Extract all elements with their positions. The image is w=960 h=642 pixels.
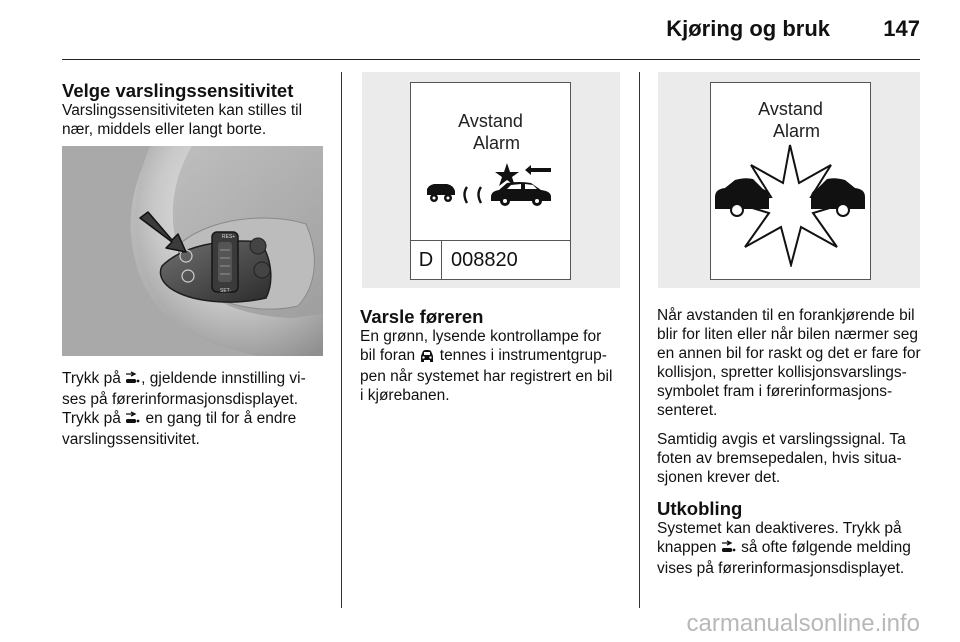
text: tennes i instrumentgrup- <box>435 347 607 364</box>
display-info-bar <box>411 240 570 279</box>
page-number: 147 <box>883 16 920 41</box>
text: blir for liten eller når bilen nærmer seg <box>657 326 919 343</box>
display-text-line-1: Avstand <box>758 99 823 119</box>
text: , gjeldende innstilling vi- <box>141 370 306 387</box>
collision-warning-paragraph <box>657 306 927 420</box>
text: varslingssensitivitet. <box>62 431 200 448</box>
text: i kjørebanen. <box>360 387 450 404</box>
text: vises på førerinformasjonsdisplayet. <box>657 560 905 577</box>
display-id-prefix: D <box>411 241 442 279</box>
text: bil foran <box>360 347 420 364</box>
text: Trykk på <box>62 410 126 427</box>
text: kollisjon, spretter kollisjonsvarslings- <box>657 364 907 381</box>
intro-line: Varslingssensitiviteten kan stilles til <box>62 102 303 119</box>
text: så ofte følgende melding <box>736 539 911 556</box>
collision-warning-icon <box>711 139 869 267</box>
text: En grønn, lysende kontrollampe for <box>360 328 602 345</box>
header-rule <box>62 59 920 60</box>
display-id-number: 008820 <box>451 249 518 271</box>
display-text-line-2: Alarm <box>472 133 520 153</box>
text: sjonen krever det. <box>657 469 781 486</box>
section-heading-sensitivity: Velge varslingssensitivitet <box>62 80 294 101</box>
display-frame <box>710 82 871 280</box>
instruction-paragraph-2 <box>62 409 332 449</box>
watermark: carmanualsonline.info <box>686 610 920 637</box>
display-text-line-1: Avstand <box>458 111 523 131</box>
distance-alarm-display-2 <box>658 72 920 288</box>
car-ahead-icon <box>419 348 435 367</box>
intro-line: nær, middels eller langt borte. <box>62 121 267 138</box>
text: pen når systemet har registrert en bil <box>360 368 613 385</box>
header-title: Kjøring og bruk <box>666 16 830 41</box>
text: en gang til for å endre <box>141 410 297 427</box>
distance-sensitivity-icon <box>721 540 737 559</box>
section-heading-disable: Utkobling <box>657 498 743 519</box>
text: Når avstanden til en forankjørende bil <box>657 307 915 324</box>
display-frame <box>410 82 571 280</box>
right-column <box>657 306 927 578</box>
section-heading-warn-driver: Varsle føreren <box>360 306 484 327</box>
text: symbolet fram i førerinformasjons- <box>657 383 893 400</box>
column-divider-1 <box>341 72 342 608</box>
distance-alarm-display-1 <box>362 72 620 288</box>
text: Systemet kan deaktiveres. Trykk på <box>657 520 902 537</box>
text: foten av bremsepedalen, hvis situa- <box>657 450 902 467</box>
text: knappen <box>657 539 721 556</box>
text: senteret. <box>657 402 718 419</box>
text: Trykk på <box>62 370 126 387</box>
middle-column <box>360 306 630 405</box>
text: en annen bil for raskt og det er fare for <box>657 345 921 362</box>
left-column <box>62 80 332 139</box>
left-column-lower <box>62 369 332 449</box>
distance-sensitivity-icon <box>125 371 141 390</box>
text: ses på førerinformasjonsdisplayet. <box>62 391 299 408</box>
line-with-car-icon <box>360 346 630 367</box>
svg-text:SET-: SET- <box>220 288 232 294</box>
intro-text <box>62 101 332 139</box>
disable-paragraph <box>657 519 927 578</box>
text: Samtidig avgis et varslingssignal. Ta <box>657 431 906 448</box>
car-ahead-warning-icon <box>425 161 557 213</box>
column-divider-2 <box>639 72 640 608</box>
warning-signal-paragraph <box>657 430 927 487</box>
instruction-paragraph-1 <box>62 369 332 409</box>
steering-wheel-photo <box>62 146 323 356</box>
distance-sensitivity-icon <box>125 411 141 430</box>
svg-text:RES+: RES+ <box>222 234 236 240</box>
display-text-line-2: Alarm <box>772 121 820 141</box>
